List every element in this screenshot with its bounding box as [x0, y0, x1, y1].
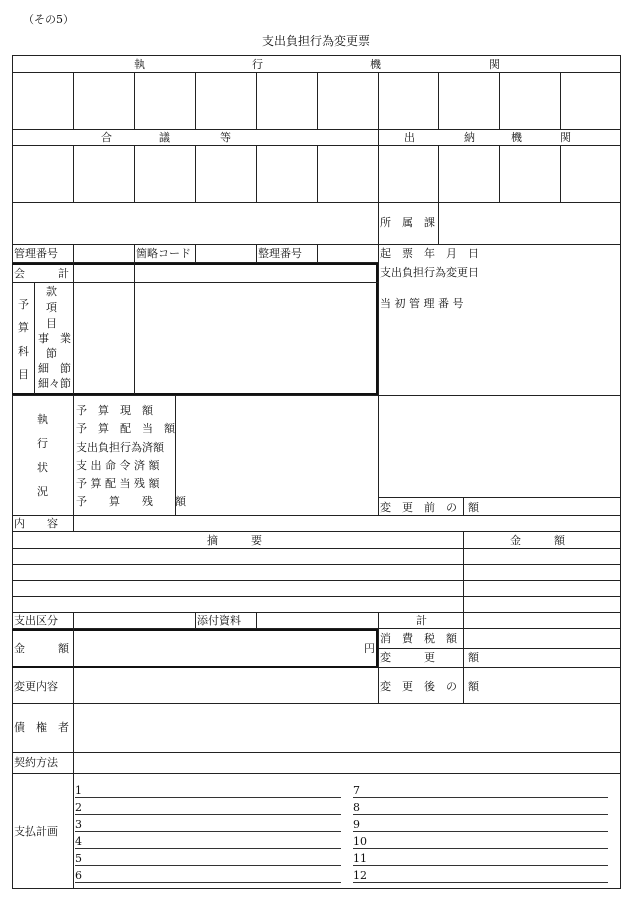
kamoku-kan: 款	[46, 285, 57, 298]
yosan-kamoku-char-4: 目	[18, 368, 29, 381]
joukyou-item-5: 予 算 配 当 残 額	[76, 477, 160, 490]
henkou-mae-label: 変 更 前 の 額	[380, 501, 479, 514]
joukyou-char-2: 行	[37, 437, 48, 450]
kaikei-label: 会 計	[14, 267, 69, 280]
kamoku-saisaisetsu: 細々節	[38, 377, 71, 390]
aigi-header-3: 等	[220, 131, 231, 144]
henkou-naiyou-label: 変更内容	[14, 680, 58, 693]
tousho-label: 当 初 管 理 番 号	[380, 297, 464, 310]
joukyou-item-4: 支 出 命 令 済 額	[76, 459, 160, 472]
plan-line-8: 8	[353, 801, 360, 814]
plan-line-10: 10	[353, 835, 367, 848]
suitou-header-3: 機	[511, 131, 522, 144]
joukyou-item-3: 支出負担行為済額	[76, 441, 164, 454]
tekiyou-header: 摘 要	[207, 534, 262, 547]
yosan-kamoku-char-2: 算	[18, 321, 29, 334]
plan-line-3: 3	[75, 818, 82, 831]
kamoku-jigyou: 事 業	[38, 332, 71, 345]
naiyou-label: 内 容	[14, 517, 58, 530]
joukyou-item-1: 予 算 現 額	[76, 404, 153, 417]
joukyou-char-3: 状	[37, 461, 48, 474]
kingaku-label: 金 額	[14, 642, 69, 655]
shishutsu-kubun-label: 支出区分	[14, 614, 58, 627]
kei-label: 計	[416, 614, 427, 627]
plan-line-9: 9	[353, 818, 360, 831]
shikkou-header-3: 機	[370, 58, 381, 71]
shikkou-header-4: 関	[489, 58, 500, 71]
joukyou-item-2: 予 算 配 当 額	[76, 422, 175, 435]
kanryaku-code-label: 箇略コード	[136, 247, 191, 260]
plan-line-11: 11	[353, 852, 367, 865]
yen-unit: 円	[364, 642, 375, 655]
suitou-header-1: 出	[404, 131, 415, 144]
henkou-bi-label: 支出負担行為変更日	[380, 266, 479, 279]
saikensha-label: 債 権 者	[14, 721, 69, 734]
yosan-kamoku-char-3: 科	[18, 345, 29, 358]
shouhizei-label: 消 費 税 額	[380, 632, 457, 645]
shiharai-label: 支払計画	[14, 825, 58, 838]
form-number: （その5）	[23, 13, 74, 26]
plan-line-12: 12	[353, 869, 367, 882]
plan-line-6: 6	[75, 869, 82, 882]
suitou-header-2: 納	[464, 131, 475, 144]
shozoku-label: 所 属 課	[380, 216, 435, 229]
kamoku-saisetsu: 細 節	[38, 362, 71, 375]
kingaku-header: 金 額	[510, 534, 565, 547]
aigi-header-2: 議	[159, 131, 170, 144]
henkou-gaku-label: 変 更 額	[380, 651, 479, 664]
plan-line-5: 5	[75, 852, 82, 865]
tenpu-shiryou-label: 添付資料	[197, 614, 241, 627]
kanri-bangou-label: 管理番号	[14, 247, 58, 260]
form-title: 支出負担行為変更票	[262, 34, 371, 48]
kamoku-kou: 項	[46, 301, 57, 314]
shikkou-header-2: 行	[252, 58, 263, 71]
plan-line-4: 4	[75, 835, 82, 848]
kihyou-label: 起 票 年 月 日	[380, 247, 479, 260]
suitou-header-4: 関	[560, 131, 571, 144]
joukyou-char-4: 況	[37, 485, 48, 498]
yosan-kamoku-char-1: 予	[18, 298, 29, 311]
shikkou-header-1: 執	[134, 58, 145, 71]
joukyou-char-1: 執	[37, 413, 48, 426]
seiri-bangou-label: 整理番号	[258, 247, 302, 260]
henkou-go-label: 変 更 後 の 額	[380, 680, 479, 693]
plan-line-2: 2	[75, 801, 82, 814]
aigi-header-1: 合	[101, 131, 112, 144]
joukyou-item-6: 予 算 残 額	[76, 495, 186, 508]
plan-line-7: 7	[353, 784, 360, 797]
kamoku-moku: 目	[46, 317, 57, 330]
plan-line-1: 1	[75, 784, 82, 797]
kamoku-setsu: 節	[46, 347, 57, 360]
keiyaku-label: 契約方法	[14, 756, 58, 769]
